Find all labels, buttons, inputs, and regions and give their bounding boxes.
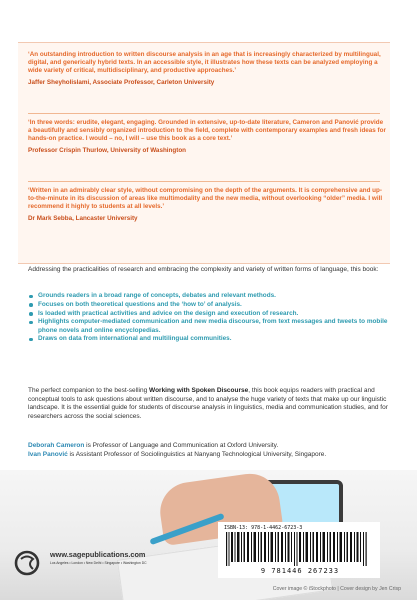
- sage-logo: [14, 548, 44, 584]
- review-quote: ‘An outstanding introduction to written discourse analysis in an age that is increasingly characterized by multilingual, digital, and generically hybrid texts. In an accessible style, it illustrates how these texts can be analyzed employing a wide variety of critical, multidisciplinary, and productive approaches.’: [28, 51, 381, 75]
- review-divider: [28, 113, 380, 114]
- barcode-icon: [224, 532, 374, 566]
- feature-item: Is loaded with practical activities and advice on the design and execution of research.: [28, 310, 390, 318]
- sage-logo-icon: [14, 548, 44, 578]
- review-attribution: Professor Crispin Thurlow, University of Washington: [28, 146, 187, 154]
- review-attribution: Dr Mark Sebba, Lancaster University: [28, 214, 138, 222]
- feature-item: Focuses on both theoretical questions and the ‘how to’ of analysis.: [28, 301, 390, 309]
- review-attribution: Jaffer Sheyholislami, Associate Professor, Carleton University: [28, 78, 215, 86]
- author-name: Deborah Cameron: [28, 442, 85, 449]
- description-part: The perfect companion to the best-selling: [28, 387, 150, 394]
- author-bio: [28, 442, 388, 451]
- feature-item: Grounds readers in a broad range of concepts, debates and relevant methods.: [28, 292, 390, 300]
- review-divider: [28, 181, 380, 182]
- publisher-block: [14, 544, 154, 584]
- review-1: [28, 51, 388, 87]
- feature-list: [28, 292, 390, 344]
- author-bios: [28, 442, 388, 459]
- intro-text: Addressing the practicalities of research and embracing the complexity and variety of written forms of language, this book:: [28, 266, 379, 273]
- review-2: [28, 119, 388, 155]
- review-3: [28, 187, 388, 223]
- review-quote: ‘Written in an admirably clear style, without compromising on the depth of the arguments. It is comprehensive and up-to-the-minute in its discussion of areas like multimodality and the new media, without overlooking “older” media. I will recommend it highly to students at all levels.’: [28, 187, 383, 211]
- cover-credit: Cover image © iStockphoto | Cover design by Jen Crisp: [272, 586, 401, 592]
- barcode-box: [218, 522, 380, 578]
- author-bio: [28, 451, 388, 460]
- isbn-label: ISBN-13: 978-1-4462-6723-3: [224, 525, 303, 531]
- description-text: [28, 387, 388, 422]
- publisher-cities: Los Angeles • London • New Delhi • Singapore • Washington DC: [50, 561, 147, 565]
- companion-book-title: Working with Spoken Discourse: [149, 387, 249, 394]
- description-part: , this book equips readers with practical and conceptual tools to ask questions about written discourse, and to analyse the huge variety of texts that make up our linguistic landscape. It is the essential guide for students of discourse analysis in linguistics, media and communication studies, and for researchers across the social sciences.: [28, 387, 388, 421]
- author-role: is Assistant Professor of Sociolinguistics at Nanyang Technological University, Singapore.: [67, 450, 327, 458]
- author-role: is Professor of Language and Communication at Oxford University.: [84, 442, 279, 449]
- feature-item: Highlights computer-mediated communication and new media discourse, from text messages and tweets to mobile phone novels and online encyclopedias.: [28, 318, 390, 335]
- barcode-number: 9 781446 267233: [260, 567, 340, 575]
- feature-item: Draws on data from international and multilingual communities.: [28, 335, 390, 343]
- reviews-panel: [18, 42, 390, 264]
- review-quote: ‘In three words: erudite, elegant, engaging. Grounded in extensive, up-to-date literature, Cameron and Panović provide a beautifully and sensibly organized introduction to the field, complete with contemporary examples and fresh ideas for hands-on practice. I would – no, I will – use this book as a core text.’: [28, 119, 386, 143]
- author-name: Ivan Panović: [28, 450, 68, 458]
- publisher-url[interactable]: www.sagepublications.com: [50, 550, 146, 559]
